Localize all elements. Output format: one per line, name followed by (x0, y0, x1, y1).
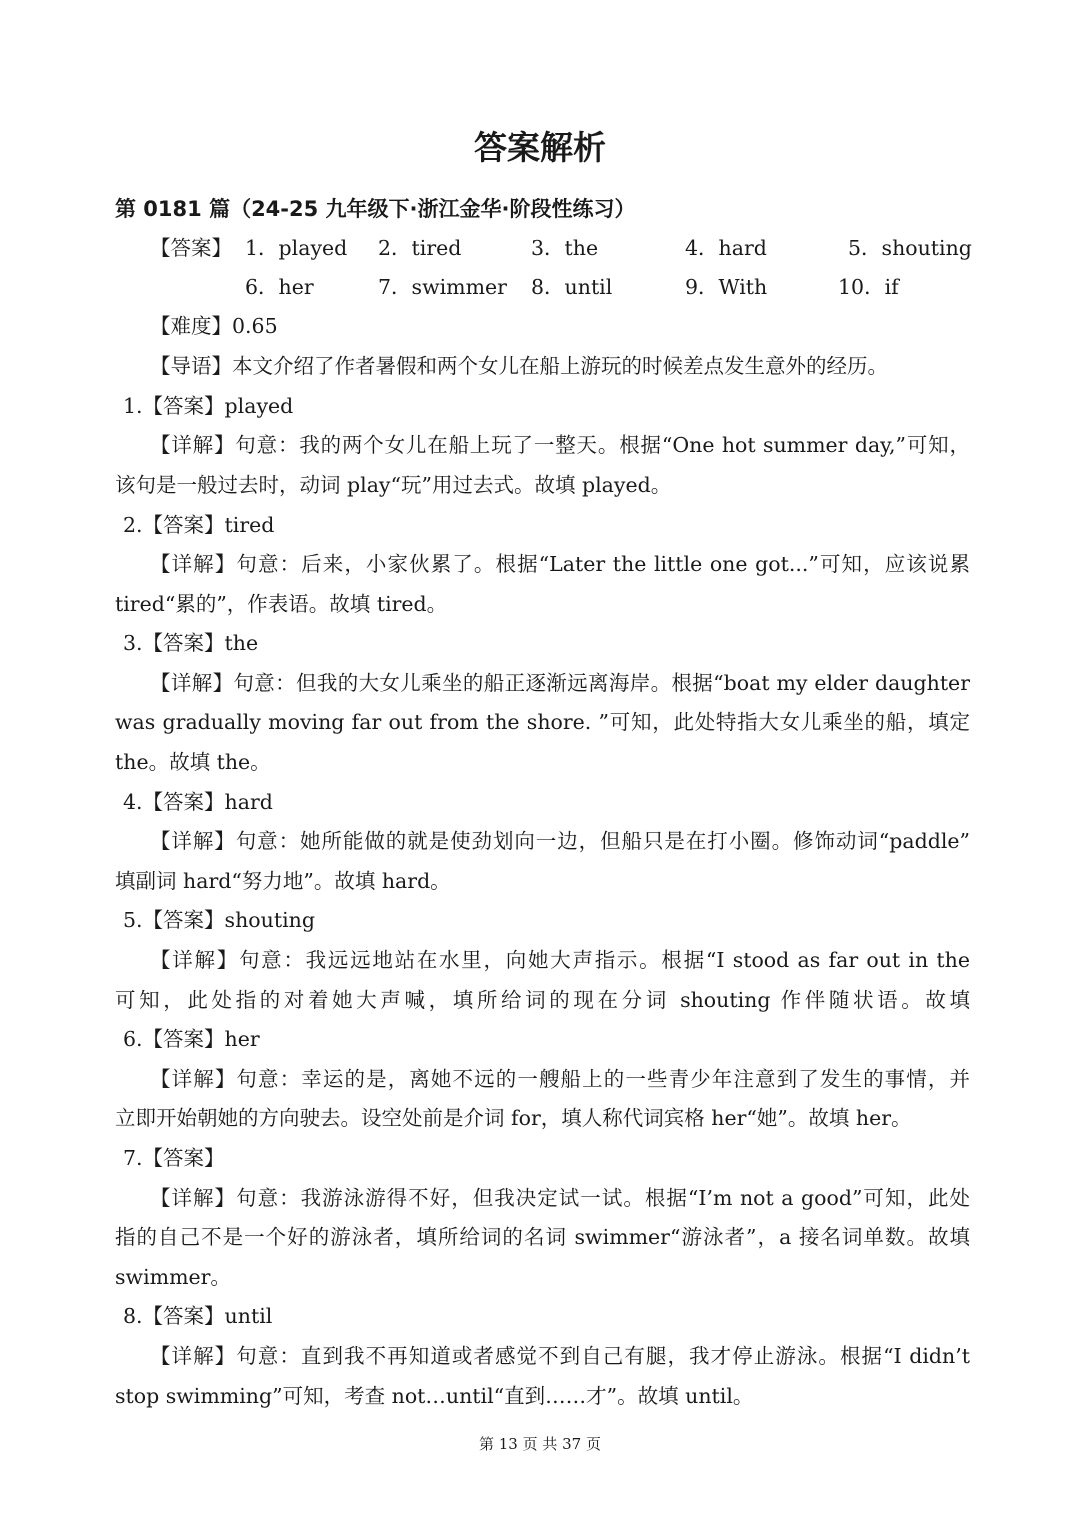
item-3-answer: 3.【答案】the (123, 631, 259, 655)
item-4-detail-line-1: 【详解】句意：她所能做的就是使劲划向一边，但船只是在打小圈。修饰动词“paddle” (150, 829, 970, 853)
item-7-detail-line-1: 【详解】句意：我游泳游得不好，但我决定试一试。根据“I’m not a good”可知，此处 (150, 1186, 970, 1210)
item-1-detail-line-2: 该句是一般过去时，动词 play“玩”用过去式。故填 played。 (115, 473, 672, 497)
item-1-detail-line-1: 【详解】句意：我的两个女儿在船上玩了一整天。根据“One hot summer day,”可知， (150, 433, 970, 457)
item-2-detail-line-1: 【详解】句意：后来，小家伙累了。根据“Later the little one got...”可知，应该说累 (150, 552, 970, 576)
item-8-answer: 8.【答案】until (123, 1304, 273, 1328)
answer-9: 9．With (685, 275, 768, 299)
item-8-detail-line-2: stop swimming”可知，考查 not…until“直到……才”。故填 until。 (115, 1384, 754, 1408)
answer-5: 5．shouting (848, 236, 972, 260)
answers-label: 【答案】 (150, 236, 232, 260)
item-3-detail-line-2: was gradually moving far out from the shore. ”可知，此处特指大女儿乘坐的船，填定 (115, 710, 970, 734)
item-3-detail-line-3: the。故填 the。 (115, 750, 271, 774)
section-heading: 第 0181 篇（24-25 九年级下·浙江金华·阶段性练习） (115, 197, 636, 221)
answer-7: 7．swimmer (378, 275, 507, 299)
item-7-detail-line-3: swimmer。 (115, 1265, 231, 1289)
item-2-answer: 2.【答案】tired (123, 513, 275, 537)
page-title: 答案解析 (474, 128, 606, 167)
answer-1: 1．played (245, 236, 348, 260)
answer-6: 6．her (245, 275, 314, 299)
item-3-detail-line-1: 【详解】句意：但我的大女儿乘坐的船正逐渐远离海岸。根据“boat my elder daughter (150, 671, 970, 695)
answer-10: 10．if (838, 275, 899, 299)
item-5-answer: 5.【答案】shouting (123, 908, 315, 932)
item-5-detail-line-1: 【详解】句意：我远远地站在水里，向她大声指示。根据“I stood as far out in the (150, 948, 970, 972)
item-4-detail-line-2: 填副词 hard“努力地”。故填 hard。 (115, 869, 451, 893)
item-4-answer: 4.【答案】hard (123, 790, 273, 814)
answer-3: 3．the (531, 236, 599, 260)
item-7-detail-line-2: 指的自己不是一个好的游泳者，填所给词的名词 swimmer“游泳者”，a 接名词单数。故填 (115, 1225, 970, 1249)
page-footer: 第 13 页 共 37 页 (478, 1435, 601, 1453)
difficulty: 【难度】0.65 (150, 314, 278, 338)
item-1-answer: 1.【答案】played (123, 394, 294, 418)
item-7-answer: 7.【答案】 (123, 1146, 225, 1170)
item-6-answer: 6.【答案】her (123, 1027, 260, 1051)
item-8-detail-line-1: 【详解】句意：直到我不再知道或者感觉不到自己有腿，我才停止游泳。根据“I didn’t (150, 1344, 970, 1368)
answer-4: 4．hard (685, 236, 767, 260)
item-6-detail-line-2: 立即开始朝她的方向驶去。设空处前是介词 for，填人称代词宾格 her“她”。故填 her。 (115, 1106, 912, 1130)
intro: 【导语】本文介绍了作者暑假和两个女儿在船上游玩的时候差点发生意外的经历。 (150, 354, 888, 378)
answer-2: 2．tired (378, 236, 462, 260)
item-6-detail-line-1: 【详解】句意：幸运的是，离她不远的一艘船上的一些青少年注意到了发生的事情，并 (150, 1067, 970, 1091)
item-5-detail-line-2: 可知，此处指的对着她大声喊，填所给词的现在分词 shouting 作伴随状语。故填 (115, 988, 970, 1012)
item-2-detail-line-2: tired“累的”，作表语。故填 tired。 (115, 592, 448, 616)
answer-8: 8．until (531, 275, 613, 299)
